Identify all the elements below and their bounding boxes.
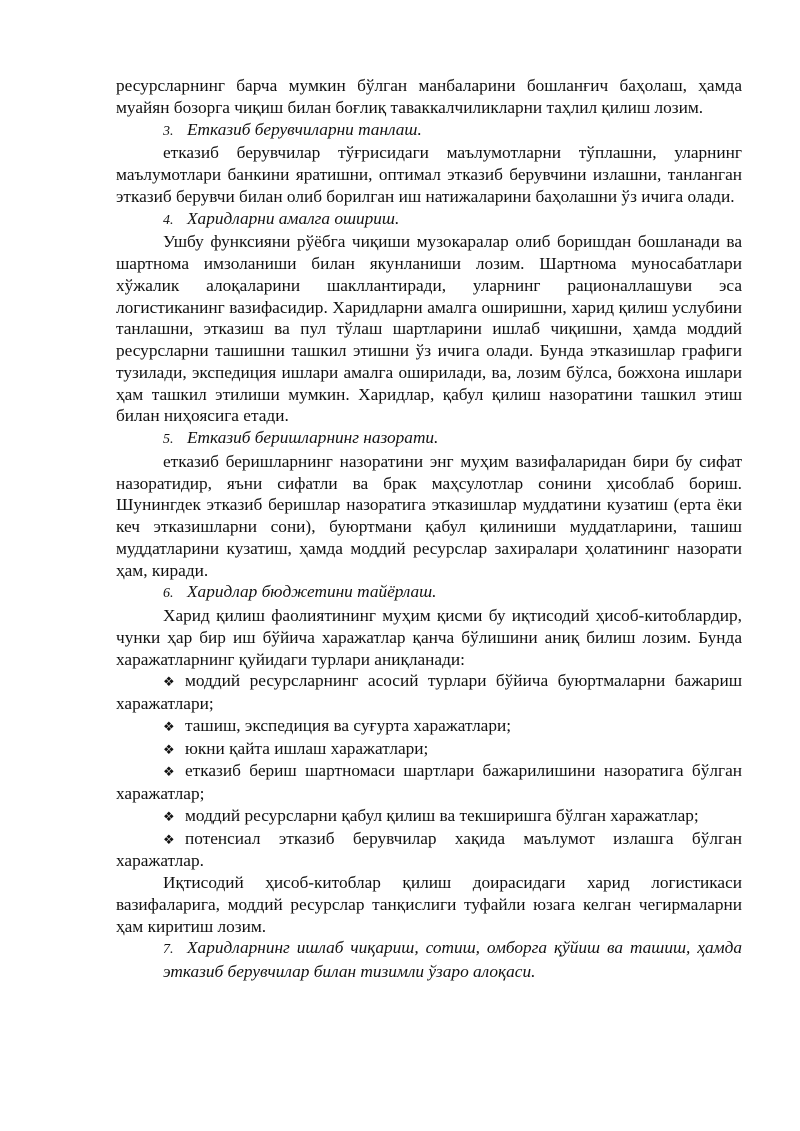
section-title: Харидларни амалга ошириш.	[187, 208, 400, 228]
diamond-bullet-icon: ❖	[163, 741, 175, 757]
bullet-text: юкни қайта ишлаш харажатлари;	[185, 738, 429, 758]
bullet-item	[116, 715, 742, 738]
document-page	[116, 75, 742, 983]
bullet-text: потенсиал этказиб берувчилар хақида маълумот излашга бўлган харажатлар.	[116, 828, 742, 871]
section-heading-7	[116, 937, 742, 983]
section-heading-4	[116, 208, 742, 232]
bullet-text: моддий ресурсларни қабул қилиш ва текширишга бўлган харажатлар;	[185, 805, 699, 825]
section-title: Етказиб беришларнинг назорати.	[187, 428, 439, 447]
paragraph-purchasing: Ушбу функсияни рўёбга чиқиши музокаралар олиб боришдан бошланади ва шартнома имзоланиши билан якунланиши лозим. Шартнома муносабатлари хўжалик алоқаларини шакллантиради, уларнинг рационаллашуви эса логистиканинг вазифасидир. Харидларни амалга оширишни, харид қилиш услубини танлашни, этказиш ва пул тўлаш шартларини ишлаб чиқишни, ҳамда моддий ресурсларни ташишни ташкил этишни ўз ичига олади. Бунда этказишлар графиги тузилади, экспедиция ишлари амалга оширилади, ва, лозим бўлса, божхона ишлари ҳам ташкил этилиши мумкин. Харидлар, қабул қилиш назоратини ташкил этиш билан ниҳоясига етади.	[116, 232, 742, 426]
diamond-bullet-icon: ❖	[163, 674, 175, 690]
section-number: 3.	[163, 123, 174, 139]
diamond-bullet-icon: ❖	[163, 718, 175, 734]
bullet-item	[116, 760, 742, 805]
paragraph-budget: Харид қилиш фаолиятининг муҳим қисми бу иқтисодий ҳисоб-китоблардир, чунки ҳар бир иш бўйича харажатлар қанча бўлишини аниқ билиш лозим. Бунда харажатларнинг қуйидаги турлари аниқланади:	[116, 606, 742, 669]
section-number: 7.	[163, 942, 174, 958]
section-number: 6.	[163, 586, 174, 602]
section-heading-6	[116, 581, 742, 605]
bullet-text: ташиш, экспедиция ва суғурта харажатлари;	[185, 715, 512, 735]
section-title: Харидлар бюджетини тайёрлаш.	[187, 582, 437, 602]
section-title: Харидларнинг ишлаб чиқариш, сотиш, омборга қўйиш ва ташиш, ҳамда этказиб берувчилар билан тизимли ўзаро алоқаси.	[163, 938, 742, 981]
paragraph-economic-calculations: Иқтисодий ҳисоб-китоблар қилиш доирасидаги харид логистикаси вазифаларига, моддий ресурслар танқислиги туфайли юзага келган чегирмаларни ҳам киритиш лозим.	[116, 873, 742, 936]
diamond-bullet-icon: ❖	[163, 808, 175, 824]
bullet-text: моддий ресурсларнинг асосий турлари бўйича буюртмаларни бажариш харажатлари;	[116, 671, 742, 713]
section-number: 5.	[163, 432, 174, 447]
section-number: 4.	[163, 212, 174, 228]
section-heading-3	[116, 119, 742, 143]
paragraph-supplier-selection: етказиб берувчилар тўғрисидаги маълумотларни тўплашни, уларнинг маълумотлари банкини яратишни, оптимал этказиб берувчини излашни, танланган этказиб берувчи билан олиб борилган иш натижаларини баҳолашни ўз ичига олади.	[116, 143, 742, 206]
bullet-item	[116, 828, 742, 873]
bullet-item	[116, 670, 742, 715]
diamond-bullet-icon: ❖	[163, 831, 175, 847]
bullet-item	[116, 805, 742, 828]
section-title: Етказиб берувчиларни танлаш.	[187, 119, 422, 139]
bullet-item	[116, 738, 742, 761]
bullet-text: етказиб бериш шартномаси шартлари бажарилишини назоратига бўлган харажатлар;	[116, 761, 742, 803]
paragraph-delivery-control: етказиб беришларнинг назоратини энг муҳим вазифаларидан бири бу сифат назоратидир, яъни сифатли ва брак маҳсулотлар сонини ҳисоблаб бориш. Шунингдек этказиб беришлар назоратига этказишлар муддатини кузатиш (ерта ёки кеч этказишларни сони), буюртмани қабул қилиниши муддатларини, ташиш муддатларини кузатиш, ҳамда моддий ресурслар захиралари ҳолатининг назорати ҳам, киради.	[116, 451, 742, 580]
paragraph-intro: ресурсларнинг барча мумкин бўлган манбаларини бошланғич баҳолаш, ҳамда муайян бозорга чиқиш билан боғлиқ таваккалчиликларни таҳлил қилиш лозим.	[116, 76, 742, 117]
section-heading-5	[116, 427, 742, 451]
diamond-bullet-icon: ❖	[163, 764, 175, 780]
